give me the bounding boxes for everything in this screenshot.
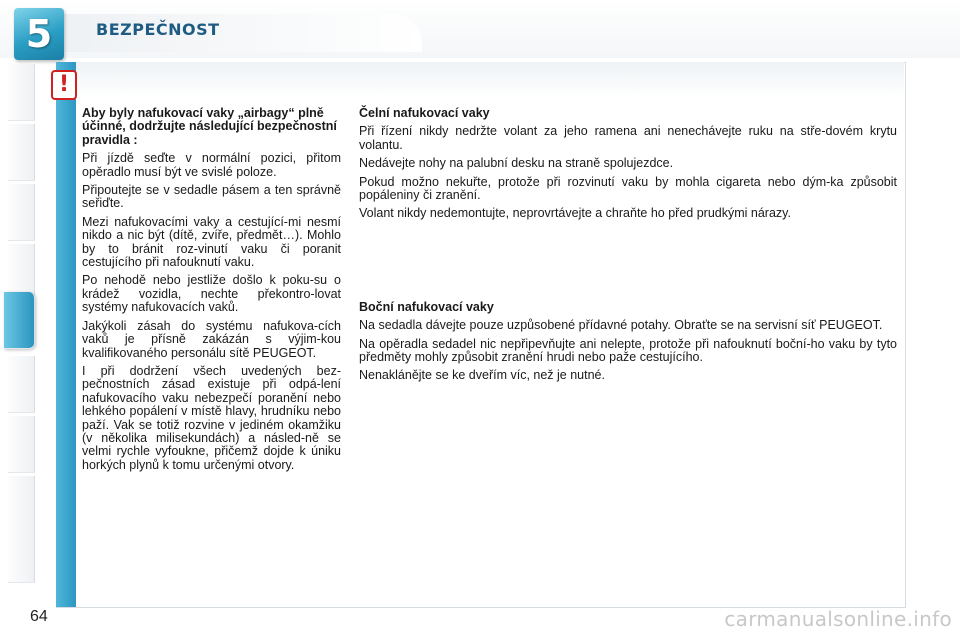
paragraph: Nedávejte nohy na palubní desku na straně spolujezdce. <box>359 156 674 171</box>
front-airbags-heading: Čelní nafukovací vaky <box>359 106 490 120</box>
page-title: BEZPEČNOST <box>96 20 220 39</box>
safety-rules-heading: Aby byly nafukovací vaky „airbagy“ plně účinné, dodržujte následující bezpečnostní pravidla : <box>82 106 337 147</box>
paragraph: Na sedadla dávejte pouze uzpůsobené přídavné potahy. Obraťte se na servisní síť PEUGEOT. <box>359 318 883 333</box>
side-tab-8[interactable] <box>8 476 35 533</box>
watermark: carmanualsonline.info <box>724 607 952 631</box>
paragraph: Při jízdě seďte v normální pozici, přitom opěradlo musí být ve svislé poloze. <box>82 151 341 179</box>
chapter-number: 5 <box>25 12 53 56</box>
content-header-strip <box>76 62 904 98</box>
side-tab-6[interactable] <box>8 356 35 413</box>
safety-rules-column <box>82 107 341 477</box>
paragraph: Při řízení nikdy nedržte volant za jeho ramena ani nenechávejte ruku na stře-dovém krytu volantu. <box>359 124 897 152</box>
paragraph: Pokud možno nekuřte, protože při rozvinutí vaku by mohla cigareta nebo dým-ka způsobit popáleniny či zranění. <box>359 174 897 203</box>
side-tab-1[interactable] <box>8 64 35 121</box>
paragraph: I při dodržení všech uvedených bez-pečnostních zásad existuje při odpá-lení nafukovacího vaku nebezpečí poranění nebo lehkého popálení v místě hlavy, hrudníku nebo paží. Vak se totiž rozvine v jediném okamžiku (v několika milisekundách) a násled-ně se velmi rychle vyfoukne, přičemž dojde k úniku horkých plynů k tomu určenými otvory. <box>82 363 341 472</box>
side-tab-9[interactable] <box>8 526 35 583</box>
chapter-side-tabs <box>0 60 40 580</box>
page-number: 64 <box>30 608 48 625</box>
side-tab-5-active[interactable] <box>4 292 35 349</box>
side-tab-2[interactable] <box>8 124 35 181</box>
section-spacer <box>359 226 897 301</box>
paragraph: Po nehodě nebo jestliže došlo k poku-su o krádež vozidla, nechte překontro-lovat systémy nafukovacích vaků. <box>82 273 341 315</box>
side-tab-3[interactable] <box>8 184 35 241</box>
paragraph: Připoutejte se v sedadle pásem a ten správně seřiďte. <box>82 183 341 211</box>
chapter-badge <box>14 8 64 60</box>
airbag-sections-column <box>359 107 897 388</box>
warning-symbol: ! <box>58 72 70 97</box>
paragraph: Jakýkoli zásah do systému nafukova-cích vaků je přísně zakázán s výjim-kou kvalifikovaného personálu sítě PEUGEOT. <box>82 318 341 360</box>
paragraph: Na opěradla sedadel nic nepřipevňujte ani nelepte, protože při nafouknutí boční-ho vaku by tyto předměty mohly způsobit zranění hrudi nebo paže cestujícího. <box>359 336 897 365</box>
side-tab-7[interactable] <box>8 416 35 473</box>
accent-stripe <box>56 62 76 607</box>
side-airbags-heading: Boční nafukovací vaky <box>359 299 494 314</box>
paragraph: Mezi nafukovacími vaky a cestující-mi nesmí nikdo a nic být (dítě, zvíře, předmět…). Mohlo by to bránit roz-vinutí vaku či poranit cestujícího při nafouknutí vaku. <box>82 214 341 270</box>
paragraph: Nenaklánějte se ke dveřím víc, než je nutné. <box>359 368 605 383</box>
warning-exclamation-icon <box>51 70 77 100</box>
paragraph: Volant nikdy nedemontujte, neprovrtávejte a chraňte ho před prudkými nárazy. <box>359 206 791 221</box>
